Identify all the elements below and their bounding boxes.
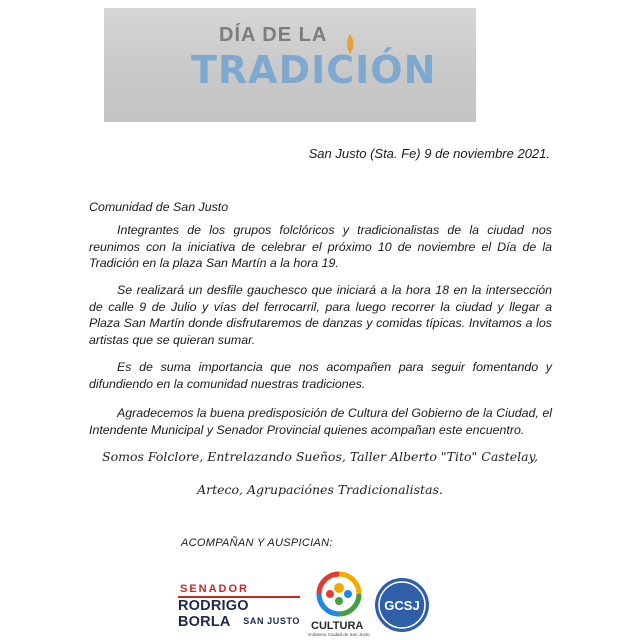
- paragraph-text: Agradecemos la buena predisposición de Cultura del Gobierno de la Ciudad, el Intendente Municipal y Senador Provincial quienes acompañan este encuentro.: [89, 406, 552, 437]
- gcsj-label: GCSJ: [384, 598, 420, 613]
- cultura-logo: [308, 570, 370, 638]
- letter-date: San Justo (Sta. Fe) 9 de noviembre 2021.: [308, 146, 550, 161]
- borla-city: SAN JUSTO: [243, 616, 300, 626]
- signature-line-1: Somos Folclore, Entrelazando Sueños, Taller Alberto "Tito" Castelay,: [102, 449, 538, 464]
- letter-paragraph: [89, 222, 552, 272]
- sponsors-heading: ACOMPAÑAN Y AUSPICIAN:: [181, 537, 333, 549]
- gcsj-logo: [374, 577, 430, 633]
- letter-paragraph: [89, 359, 552, 392]
- letter-salutation: Comunidad de San Justo: [89, 200, 229, 214]
- signature-line-2: Arteco, Agrupaciónes Tradicionalistas.: [197, 482, 443, 497]
- banner-title-line2: TRADICIÓN: [191, 48, 437, 92]
- senator-borla-logo: [178, 583, 304, 630]
- letter-paragraph: [89, 405, 552, 438]
- cultura-label: CULTURA: [311, 620, 364, 632]
- banner-title-line1: DÍA DE LA: [219, 24, 328, 46]
- paragraph-text: Integrantes de los grupos folclóricos y tradicionalistas de la ciudad nos reunimos con la iniciativa de celebrar el próximo 10 de noviembre el Día de la Tradición en la plaza San Martín a la hora 19.: [89, 223, 552, 270]
- cultura-subtitle: Gobierno Ciudad de San Justo: [308, 632, 370, 637]
- letter-paragraph: [89, 282, 552, 348]
- paragraph-text: Es de suma importancia que nos acompañen para seguir fomentando y difundiendo en la comunidad nuestras tradiciones.: [89, 360, 552, 391]
- header-banner: [104, 8, 476, 122]
- borla-name: RODRIGO BORLA: [178, 598, 249, 630]
- borla-title: SENADOR: [180, 583, 250, 595]
- people-circle-icon: [308, 570, 370, 620]
- paragraph-text: Se realizará un desfile gauchesco que iniciará a la hora 18 en la intersección de calle 9 de Julio y vías del ferrocarril, para luego recorrer la ciudad y llegar a Plaza San Martín donde disfrutaremos de danzas y comidas típicas. Invitamos a los artistas que se quieran sumar.: [89, 283, 552, 347]
